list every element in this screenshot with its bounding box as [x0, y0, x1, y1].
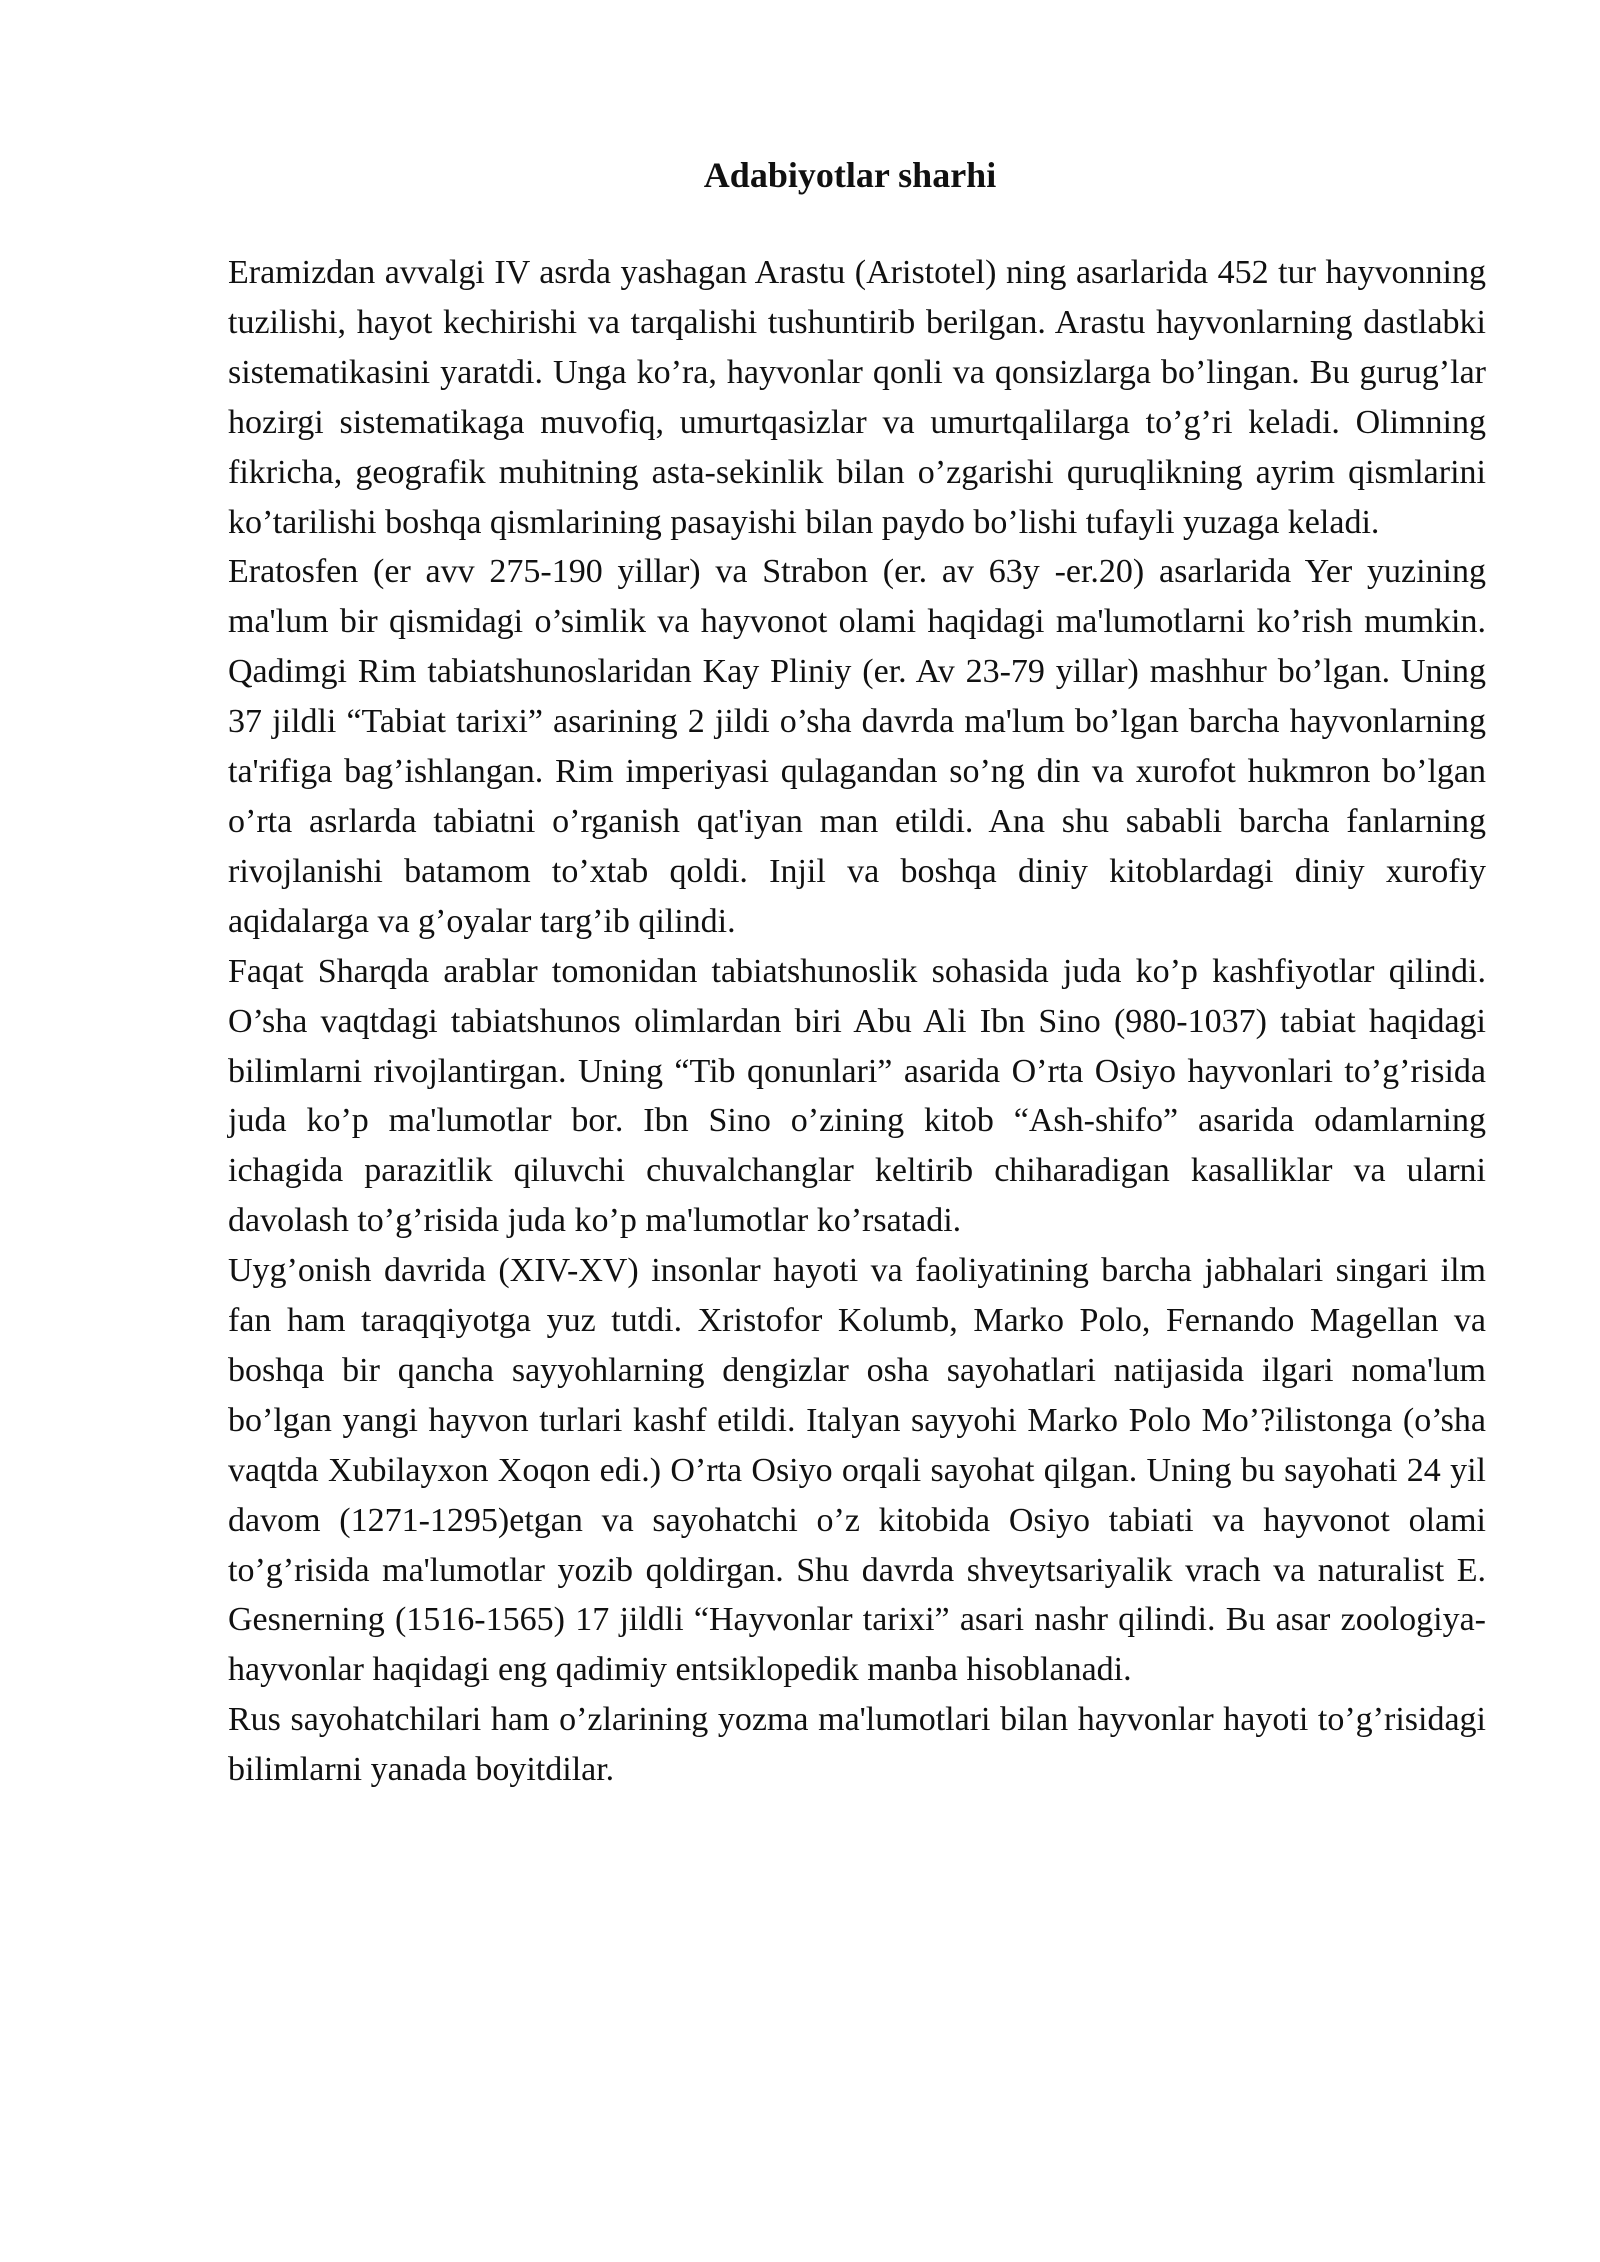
paragraph-eratosthenes: Eratosfen (er avv 275-190 yillar) va Strabon (er. av 63y -er.20) asarlarida Yer yuzining ma'lum bir qismidagi o’simlik va hayvonot olami haqidagi ma'lumotlarni ko’rish mumkin. Qadimgi Rim tabiatshunoslaridan Kay Pliniy (er. Av 23-79 yillar) mashhur bo’lgan. Uning 37 jildli “Tabiat tarixi” asarining 2 jildi o’sha davrda ma'lum bo’lgan barcha hayvonlarning ta'rifiga bag’ishlangan. Rim imperiyasi qulagandan so’ng din va xurofot hukmron bo’lgan o’rta asrlarda tabiatni o’rganish qat'iyan man etildi. Ana shu sababli barcha fanlarning rivojlanishi batamom to’xtab qoldi. Injil va boshqa diniy kitoblardagi diniy xurofiy aqidalarga va g’oyalar targ’ib qilindi. [228, 553, 1486, 940]
paragraph-russian-travelers: Rus sayohatchilari ham o’zlarining yozma ma'lumotlari bilan hayvonlar hayoti to’g’risidagi bilimlarni yanada boyitdilar. [228, 1701, 1486, 1789]
paragraph-ibn-sino: Faqat Sharqda arablar tomonidan tabiatshunoslik sohasida juda ko’p kashfiyotlar qilindi. O’sha vaqtdagi tabiatshunos olimlardan biri Abu Ali Ibn Sino (980-1037) tabiat haqidagi bilimlarni rivojlantirgan. Uning “Tib qonunlari” asarida O’rta Osiyo hayvonlari to’g’risida juda ko’p ma'lumotlar bor. Ibn Sino o’zining kitob “Ash-shifo” asarida odamlarning ichagida parazitlik qiluvchi chuvalchanglar keltirib chiharadigan kasalliklar va ularni davolash to’g’risida juda ko’p ma'lumotlar ko’rsatadi. [228, 952, 1486, 1240]
document-body [228, 248, 1486, 1795]
document-title: Adabiyotlar sharhi [703, 155, 997, 195]
paragraph-renaissance: Uyg’onish davrida (XIV-XV) insonlar hayoti va faoliyatining barcha jabhalari singari ilm fan ham taraqqiyotga yuz tutdi. Xristofor Kolumb, Marko Polo, Fernando Magellan va boshqa bir qancha sayyohlarning dengizlar osha sayohatlari natijasida ilgari noma'lum bo’lgan yangi hayvon turlari kashf etildi. Italyan sayyohi Marko Polo Mo’?ilistonga (o’sha vaqtda Xubilayxon Xoqon edi.) O’rta Osiyo orqali sayohat qilgan. Uning bu sayohati 24 yil davom (1271-1295)etgan va sayohatchi o’z kitobida Osiyo tabiati va hayvonot olami to’g’risida ma'lumotlar yozib qoldirgan. Shu davrda shveytsariyalik vrach va naturalist E. Gesnerning (1516-1565) 17 jildli “Hayvonlar tarixi” asari nashr qilindi. Bu asar zoologiya-hayvonlar haqidagi eng qadimiy entsiklopedik manba hisoblanadi. [228, 1252, 1486, 1689]
paragraph-aristotle: Eramizdan avvalgi IV asrda yashagan Arastu (Aristotel) ning asarlarida 452 tur hayvonning tuzilishi, hayot kechirishi va tarqalishi tushuntirib berilgan. Arastu hayvonlarning dastlabki sistematikasini yaratdi. Unga ko’ra, hayvonlar qonli va qonsizlarga bo’lingan. Bu gurug’lar hozirgi sistematikaga muvofiq, umurtqasizlar va umurtqalilarga to’g’ri keladi. Olimning fikricha, geografik muhitning asta-sekinlik bilan o’zgarishi quruqlikning ayrim qismlarini ko’tarilishi boshqa qismlarining pasayishi bilan paydo bo’lishi tufayli yuzaga keladi. [228, 254, 1486, 541]
